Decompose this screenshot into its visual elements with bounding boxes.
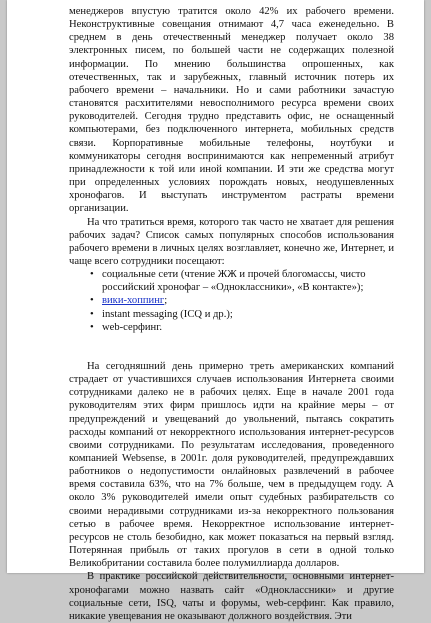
bullet-icon: • <box>90 321 94 333</box>
paragraph: На что тратиться время, которого так часто не хватает для решения рабочих задач? Список самых популярных способов использования рабочего времени в личных целях возглавляет, конечно же, Интернет, и чаще всего сотрудники посещают: <box>69 216 394 267</box>
bullet-icon: • <box>90 308 94 320</box>
paragraph: На сегодняшний день примерно треть американских компаний страдает от участившихся случаев использования Интернета своими сотрудниками далеко не в рабочих целях. Еще в начале 2001 года руководителям этих фирм пришлось идти на крайние меры – от предупреждений и увещеваний до увольнений, пытаясь сократить расходы компаний от некорректного использования интернет-ресурсов своими сотрудниками. По результатам исследования, проведенного компанией Websense, в 2001г. доля руководителей, предупреждавших работников о недопустимости онлайновых развлечений в рабочее время составила 63%, что на 7% больше, чем в предыдущем году. А около 3% руководителей имели опыт судебных разбирательств со своими нерадивыми сотрудниками из-за некорректного пользования сетью в рабочее время. Некорректное использование интернет-ресурсов не столь безобидно, как может показаться на первый взгляд. Потерянная прибыль от таких прогулов в сети в одной только Великобритании составила более полумиллиарда долларов. <box>69 360 394 570</box>
list-item-text: instant messaging (ICQ и др.); <box>102 308 233 320</box>
list-item <box>90 268 394 294</box>
paragraph-spacer <box>69 334 394 360</box>
list-item <box>90 308 394 321</box>
bullet-icon: • <box>90 295 94 307</box>
list-item <box>90 321 394 334</box>
list-item-suffix: ; <box>164 295 168 307</box>
list-item <box>90 294 394 307</box>
paragraph: менеджеров впустую тратится около 42% их рабочего времени. Неконструктивные совещания отнимают 4,7 часа еженедельно. В среднем в день отечественный менеджер получает около 38 электронных писем, по большей части не содержащих полезной информации. По мнению большинства опрошенных, как отечественных, так и зарубежных, главный источник потерь их рабочего времени – начальники. Но и сами работники зачастую становятся расхитителями невосполнимого ресурса времени своих руководителей. Сегодня трудно представить офис, не оснащенный компьютерами, без подключенного интернета, мобильных средств связи. Корпоративные мобильные телефоны, ноутбуки и коммуникаторы сегодня воспринимаются как непременный атрибут принадлежности к той или иной компании. И эти же средства могут при определенных условиях порождать новых, неодушевленных хронофагов. И выступать инструментом растраты времени организации. <box>69 6 394 215</box>
bullet-icon: • <box>90 269 94 281</box>
document-body <box>69 5 394 623</box>
wiki-hopping-link[interactable]: вики-хоппинг <box>102 295 165 307</box>
list-item-text: социальные сети (чтение ЖЖ и прочей блогомассы, чисто российский хронофаг – «Одноклассники», «В контакте»); <box>102 269 366 294</box>
list-item-text: web-серфинг. <box>102 321 163 333</box>
bullet-list <box>69 268 394 334</box>
paragraph: В практике российской действительности, основными интернет-хронофагами можно назвать сайт «Одноклассники» и другие социальные сети, ISQ, чаты и форумы, web-серфинг. Как правило, никакие увещевания не оказывают должного воздействия. Эти <box>69 571 394 622</box>
document-page <box>7 0 424 622</box>
